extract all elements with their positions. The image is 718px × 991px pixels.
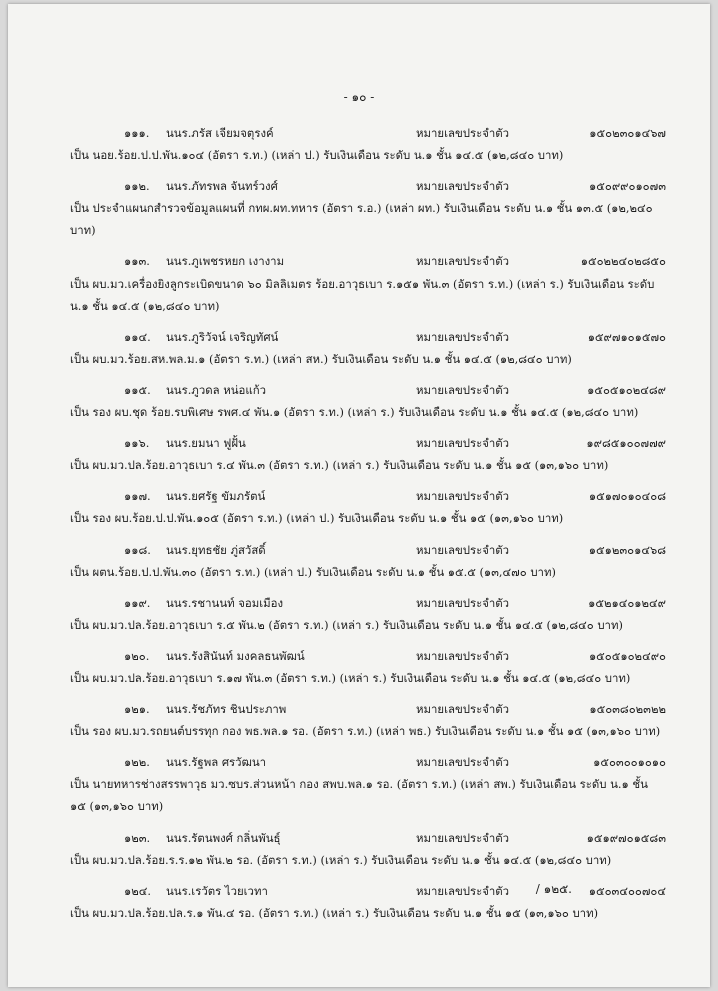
- entry-header: [70, 539, 666, 561]
- cadet-name: นนร.รัตนพงศ์ กลิ่นพันธุ์: [166, 830, 281, 845]
- list-item: [70, 175, 666, 241]
- id-label: หมายเลขประจำตัว: [416, 382, 510, 397]
- cadet-name: นนร.ภูริวัจน์ เจริญทัศน์: [166, 329, 279, 344]
- id-label: หมายเลขประจำตัว: [416, 830, 510, 845]
- appointment-description: เป็น นอย.ร้อย.ป.ป.พัน.๑๐๔ (อัตรา ร.ท.) (เหล่า ป.) รับเงินเดือน ระดับ น.๑ ชั้น ๑๔.๕ (๑๒,๘๔๐ บาท): [70, 148, 564, 163]
- entry-number: ๑๑๓.: [124, 254, 150, 269]
- cadet-name: นนร.รัฐพล ศรวัฒนา: [166, 755, 267, 770]
- page-number: - ๑๐ -: [343, 90, 375, 104]
- appointment-description: เป็น ผบ.มว.ปล.ร้อย.อาวุธเบา ร.๔ พัน.๓ (อัตรา ร.ท.) (เหล่า ร.) รับเงินเดือน ระดับ น.๑ ชั้น ๑๕ (๑๓,๑๖๐ บาท): [70, 458, 609, 473]
- entry-header: [70, 175, 666, 197]
- list-item: [70, 645, 666, 689]
- id-number: ๑๕๑๗๐๑๐๔๐๘: [588, 489, 666, 504]
- id-number: ๑๕๐๓๐๐๑๐๑๐: [593, 755, 666, 770]
- entry-number: ๑๒๓.: [124, 830, 151, 845]
- entry-number: ๑๑๔.: [124, 329, 151, 344]
- id-label: หมายเลขประจำตัว: [416, 542, 510, 557]
- id-label: หมายเลขประจำตัว: [416, 436, 510, 451]
- cadet-name: นนร.รังสินันท์ มงคลธนพัฒน์: [166, 648, 305, 663]
- list-item: [70, 880, 666, 924]
- appointment-description: เป็น ผบ.มว.ปล.ร้อย.ปล.ร.๑ พัน.๔ รอ. (อัตรา ร.ท.) (เหล่า ร.) รับเงินเดือน ระดับ น.๑ ชั้น ๑๕ (๑๓,๑๖๐ บาท): [70, 905, 599, 920]
- continuation-marker: / ๑๒๕.: [535, 882, 572, 896]
- appointment-description: เป็น ผบ.มว.ปล.ร้อย.อาวุธเบา ร.๕ พัน.๒ (อัตรา ร.ท.) (เหล่า ร.) รับเงินเดือน ระดับ น.๑ ชั้น ๑๔.๕ (๑๒,๘๔๐ บาท): [70, 617, 623, 632]
- entry-header: [70, 592, 666, 614]
- entry-list: [70, 122, 666, 933]
- cadet-name: นนร.ภัทรพล จันทร์วงศ์: [166, 179, 278, 194]
- entry-header: [70, 751, 666, 773]
- entry-header: [70, 827, 666, 849]
- id-number: ๑๕๐๕๑๐๒๔๘๙: [587, 382, 666, 397]
- appointment-description: เป็น ผบ.มว.ปล.ร้อย.อาวุธเบา ร.๑๗ พัน.๓ (อัตรา ร.ท.) (เหล่า ร.) รับเงินเดือน ระดับ น.๑ ชั้น ๑๔.๕ (๑๒,๘๔๐ บาท): [70, 670, 631, 685]
- entry-number: ๑๑๕.: [124, 382, 151, 397]
- appointment-description: เป็น ผบ.มว.ปล.ร้อย.ร.ร.๑๒ พัน.๒ รอ. (อัตรา ร.ท.) (เหล่า ร.) รับเงินเดือน ระดับ น.๑ ชั้น ๑๔.๕ (๑๒,๘๔๐ บาท): [70, 852, 612, 867]
- entry-number: ๑๒๐.: [124, 648, 150, 663]
- id-number: ๑๕๐๙๙๐๑๐๗๓: [589, 179, 666, 194]
- id-label: หมายเลขประจำตัว: [416, 126, 510, 140]
- list-item: [70, 432, 666, 476]
- appointment-description: เป็น รอง ผบ.มว.รถยนต์บรรทุก กอง พธ.พล.๑ รอ. (อัตรา ร.ท.) (เหล่า พธ.) รับเงินเดือน ระดับ น.๑ ชั้น ๑๕ (๑๓,๑๖๐ บาท): [70, 724, 661, 739]
- id-label: หมายเลขประจำตัว: [416, 489, 510, 504]
- cadet-name: นนร.ยุทธชัย ภู่สวัสดิ์: [166, 542, 266, 557]
- id-label: หมายเลขประจำตัว: [416, 755, 510, 770]
- entry-number: ๑๒๔.: [124, 883, 151, 898]
- entry-header: [70, 698, 666, 720]
- id-number: ๑๕๐๕๑๐๒๔๙๐: [588, 648, 666, 663]
- list-item: [70, 698, 666, 742]
- id-number: ๑๕๙๗๑๐๑๕๗๐: [587, 329, 666, 344]
- id-number: ๑๙๘๕๑๐๐๗๗๙: [586, 436, 666, 451]
- entry-number: ๑๑๗.: [124, 489, 151, 504]
- appointment-description: เป็น ผบ.มว.ร้อย.สห.พล.ม.๑ (อัตรา ร.ท.) (เหล่า สห.) รับเงินเดือน ระดับ น.๑ ชั้น ๑๔.๕ (๑๒,๘๔๐ บาท): [70, 351, 572, 366]
- entry-header: [70, 880, 666, 902]
- entry-header: [70, 250, 666, 272]
- list-item: [70, 751, 666, 817]
- id-number: ๑๕๒๑๔๐๑๒๔๙: [588, 595, 666, 610]
- entry-number: ๑๑๒.: [124, 179, 150, 194]
- entry-header: [70, 326, 666, 348]
- appointment-description: เป็น รอง ผบ.ร้อย.ป.ป.พัน.๑๐๕ (อัตรา ร.ท.) (เหล่า ป.) รับเงินเดือน ระดับ น.๑ ชั้น ๑๕ (๑๓,๑๖๐ บาท): [70, 511, 564, 526]
- list-item: [70, 592, 666, 636]
- entry-number: ๑๑๑.: [124, 126, 150, 140]
- entry-header: [70, 379, 666, 401]
- entry-header: [70, 122, 666, 144]
- id-number: ๑๕๐๓๔๐๐๗๐๔: [588, 883, 666, 898]
- cadet-name: นนร.รัชภัทร ชินประภาพ: [166, 702, 287, 717]
- entry-number: ๑๒๒.: [124, 755, 150, 770]
- id-label: หมายเลขประจำตัว: [416, 254, 510, 269]
- id-number: ๑๕๑๒๓๐๑๔๖๘: [588, 542, 666, 557]
- cadet-name: นนร.รชานนท์ จอมเมือง: [166, 595, 284, 610]
- id-label: หมายเลขประจำตัว: [416, 702, 510, 717]
- id-label: หมายเลขประจำตัว: [416, 329, 510, 344]
- document-page: [8, 4, 710, 987]
- id-number: ๑๕๐๒๒๔๐๒๘๕๐: [580, 254, 666, 269]
- list-item: [70, 379, 666, 423]
- entry-number: ๑๑๖.: [124, 436, 150, 451]
- id-number: ๑๕๐๓๘๐๒๓๒๒: [589, 702, 666, 717]
- entry-number: ๑๑๘.: [124, 542, 151, 557]
- entry-header: [70, 645, 666, 667]
- list-item: [70, 539, 666, 583]
- list-item: [70, 122, 666, 166]
- id-number: ๑๕๐๒๓๐๑๔๖๗: [589, 126, 666, 140]
- cadet-name: นนร.ภูเพชรหยก เงางาม: [166, 254, 285, 269]
- cadet-name: นนร.ยศรัฐ ขัมภรัตน์: [166, 489, 266, 504]
- appointment-description: เป็น ผตน.ร้อย.ป.ป.พัน.๓๐ (อัตรา ร.ท.) (เหล่า ป.) รับเงินเดือน ระดับ น.๑ ชั้น ๑๕.๕ (๑๓,๔๗๐ บาท): [70, 564, 556, 579]
- entry-number: ๑๑๙.: [124, 595, 151, 610]
- entry-number: ๑๒๑.: [124, 702, 150, 717]
- appointment-description: เป็น ประจำแผนกสำรวจข้อมูลแผนที่ กทผ.ผท.ทหาร (อัตรา ร.อ.) (เหล่า ผท.) รับเงินเดือน ระดับ น.๑ ชั้น ๑๓.๕ (๑๒,๒๔๐ บาท): [70, 201, 653, 238]
- id-number: ๑๕๑๙๗๐๑๕๘๓: [586, 830, 666, 845]
- appointment-description: เป็น ผบ.มว.เครื่องยิงลูกระเบิดขนาด ๖๐ มิลลิเมตร ร้อย.อาวุธเบา ร.๑๕๑ พัน.๓ (อัตรา ร.ท.) (เหล่า ร.) รับเงินเดือน ระดับ น.๑ ชั้น ๑๔.๕ (๑๒,๘๔๐ บาท): [70, 276, 655, 313]
- cadet-name: นนร.ภรัส เจียมจตุรงค์: [166, 126, 274, 140]
- entry-header: [70, 485, 666, 507]
- id-label: หมายเลขประจำตัว: [416, 883, 510, 898]
- appointment-description: เป็น นายทหารช่างสรรพาวุธ มว.ซบร.ส่วนหน้า กอง สพบ.พล.๑ รอ. (อัตรา ร.ท.) (เหล่า สพ.) รับเงินเดือน ระดับ น.๑ ชั้น ๑๕ (๑๓,๑๖๐ บาท): [70, 777, 648, 814]
- id-label: หมายเลขประจำตัว: [416, 595, 510, 610]
- id-label: หมายเลขประจำตัว: [416, 179, 510, 194]
- list-item: [70, 485, 666, 529]
- cadet-name: นนร.เรวัตร ไวยเวทา: [166, 883, 268, 898]
- id-label: หมายเลขประจำตัว: [416, 648, 510, 663]
- list-item: [70, 250, 666, 316]
- appointment-description: เป็น รอง ผบ.ชุด ร้อย.รบพิเศษ รพศ.๔ พัน.๑ (อัตรา ร.ท.) (เหล่า ร.) รับเงินเดือน ระดับ น.๑ ชั้น ๑๔.๕ (๑๒,๘๔๐ บาท): [70, 405, 639, 420]
- list-item: [70, 326, 666, 370]
- entry-header: [70, 432, 666, 454]
- cadet-name: นนร.ภูวดล หน่อแก้ว: [166, 382, 266, 397]
- cadet-name: นนร.ยมนา ฟูฝั้น: [166, 436, 246, 451]
- list-item: [70, 827, 666, 871]
